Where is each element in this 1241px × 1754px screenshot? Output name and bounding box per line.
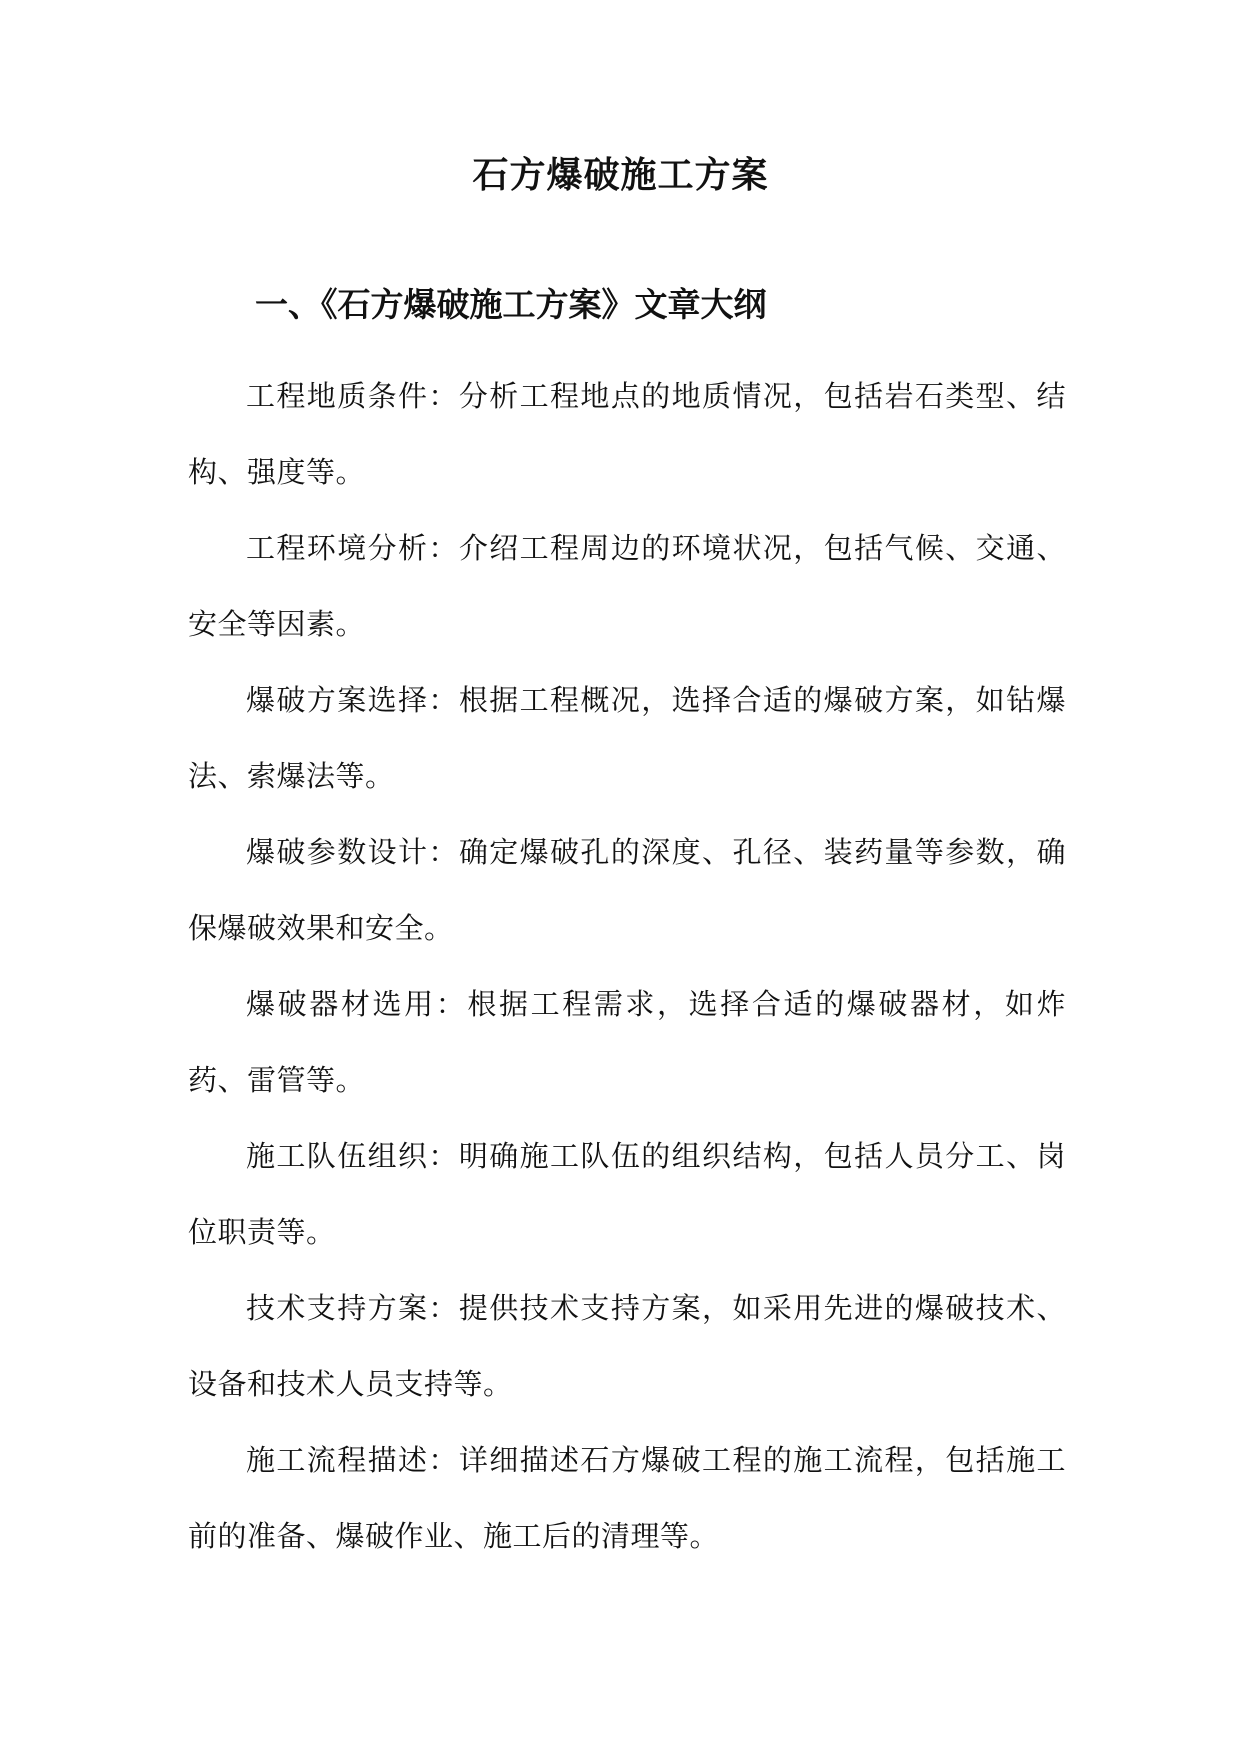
paragraph-technical-support: 技术支持方案：提供技术支持方案，如采用先进的爆破技术、设备和技术人员支持等。 (188, 1291, 1066, 1401)
paragraph-construction-process: 施工流程描述：详细描述石方爆破工程的施工流程，包括施工前的准备、爆破作业、施工后的清理等。 (188, 1443, 1066, 1553)
paragraph-blasting-parameters: 爆破参数设计：确定爆破孔的深度、孔径、装药量等参数，确保爆破效果和安全。 (188, 835, 1066, 945)
paragraph-geology: 工程地质条件：分析工程地点的地质情况，包括岩石类型、结构、强度等。 (188, 379, 1066, 489)
document-body (188, 358, 1066, 1574)
paragraph-blasting-plan: 爆破方案选择：根据工程概况，选择合适的爆破方案，如钻爆法、索爆法等。 (188, 683, 1066, 793)
paragraph-team-organization: 施工队伍组织：明确施工队伍的组织结构，包括人员分工、岗位职责等。 (188, 1139, 1066, 1249)
document-title: 石方爆破施工方案 (472, 154, 769, 196)
section-heading: 一、《石方爆破施工方案》文章大纲 (255, 285, 767, 324)
paragraph-blasting-materials: 爆破器材选用：根据工程需求，选择合适的爆破器材，如炸药、雷管等。 (188, 987, 1066, 1097)
paragraph-environment: 工程环境分析：介绍工程周边的环境状况，包括气候、交通、安全等因素。 (188, 531, 1066, 641)
